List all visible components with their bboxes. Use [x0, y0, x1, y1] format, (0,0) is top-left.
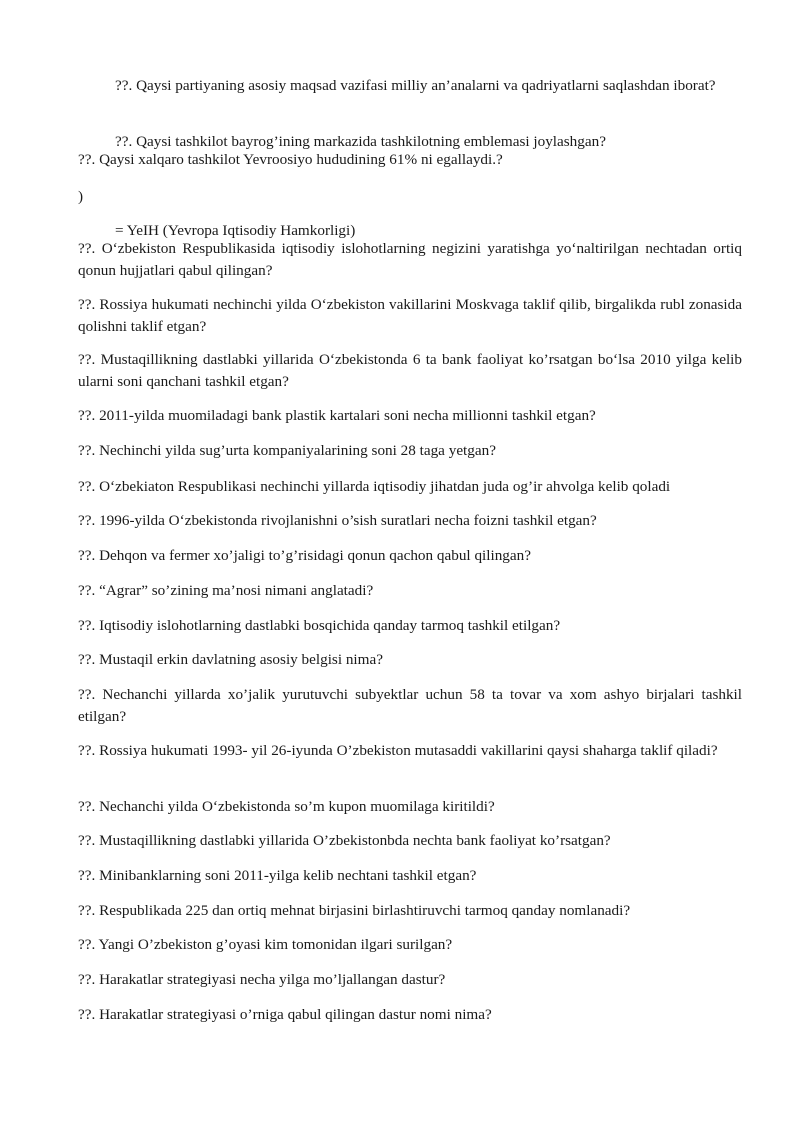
question-strategy-successor: ??. Harakatlar strategiyasi o’rniga qabul qilingan dastur nomi nima?: [78, 1006, 492, 1023]
question-new-uzbekistan: ??. Yangi O’zbekiston g’oyasi kim tomonidan ilgari surilgan?: [78, 936, 453, 953]
question-minibanks: ??. Minibanklarning soni 2011-yilga kelib nechtani tashkil etgan?: [78, 867, 477, 884]
question-labour-exchange: ??. Respublikada 225 dan ortiq mehnat birjasini birlashtiruvchi tarmoq qanday nomlanadi?: [78, 902, 631, 919]
question-party-values: ??. Qaysi partiyaning asosiy maqsad vazifasi milliy an’analarni va qadriyatlarni saqlashdan iborat?: [115, 77, 716, 94]
question-hard-years: ??. O‘zbekiaton Respublikasi nechinchi yillarda iqtisodiy jihatdan juda og’ir ahvolga kelib qoladi: [78, 478, 671, 495]
question-eurasia-61: ??. Qaysi xalqaro tashkilot Yevroosiyo hududining 61% ni egallaydi.?: [78, 151, 503, 168]
question-insurance: ??. Nechinchi yilda sug’urta kompaniyalarining soni 28 taga yetgan?: [78, 442, 496, 459]
question-russia-1993: ??. Rossiya hukumati 1993- yil 26-iyunda O’zbekiston mutasaddi vakillarini qaysi shaharga taklif qiladi?: [78, 742, 718, 759]
question-state-sign: ??. Mustaqil erkin davlatning asosiy belgisi nima?: [78, 651, 383, 668]
question-rouble-zone: ??. Rossiya hukumati nechinchi yilda O‘zbekiston vakillarini Moskvaga taklif qilib, birgalikda rubl zonasida qolishni taklif etgan?: [78, 296, 742, 335]
question-banks-2010: ??. Mustaqillikning dastlabki yillarida O‘zbekistonda 6 ta bank faoliyat ko’rsatgan bo‘lsa 2010 yilga kelib ularni soni qanchani tashkil etgan?: [78, 351, 742, 390]
question-commodity-exchanges: ??. Nechanchi yillarda xo’jalik yurutuvchi subyektlar uchun 58 ta tovar va xom ashyo birjalari tashkil etilgan?: [78, 686, 742, 725]
question-som-coupon: ??. Nechanchi yilda O‘zbekistonda so’m kupon muomilaga kiritildi?: [78, 798, 495, 815]
question-first-stage: ??. Iqtisodiy islohotlarning dastlabki bosqichida qanday tarmoq tashkil etilgan?: [78, 617, 561, 634]
question-flag-emblem: ??. Qaysi tashkilot bayrog’ining markazida tashkilotning emblemasi joylashgan?: [115, 133, 606, 150]
question-banks-early: ??. Mustaqillikning dastlabki yillarida O’zbekistonbda nechta bank faoliyat ko’rsatgan?: [78, 832, 611, 849]
question-strategy-years: ??. Harakatlar strategiyasi necha yilga mo’ljallangan dastur?: [78, 971, 446, 988]
question-laws-count: ??. O‘zbekiston Respublikasida iqtisodiy islohotlarning negizini yaratishga yo‘naltirilgan nechtadan ortiq qonun hujjatlari qabul qilingan?: [78, 240, 742, 279]
question-agrar-meaning: ??. “Agrar” so’zining ma’nosi nimani anglatadi?: [78, 582, 374, 599]
question-farm-law: ??. Dehqon va fermer xo’jaligi to’g’risidagi qonun qachon qabul qilingan?: [78, 547, 531, 564]
stray-parenthesis: ): [78, 188, 84, 205]
answer-yeih: = YeIH (Yevropa Iqtisodiy Hamkorligi): [115, 222, 356, 239]
question-growth-1996: ??. 1996-yilda O‘zbekistonda rivojlanishni o’sish suratlari necha foizni tashkil etgan?: [78, 512, 597, 529]
question-plastic-cards: ??. 2011-yilda muomiladagi bank plastik kartalari soni necha millionni tashkil etgan?: [78, 407, 596, 424]
